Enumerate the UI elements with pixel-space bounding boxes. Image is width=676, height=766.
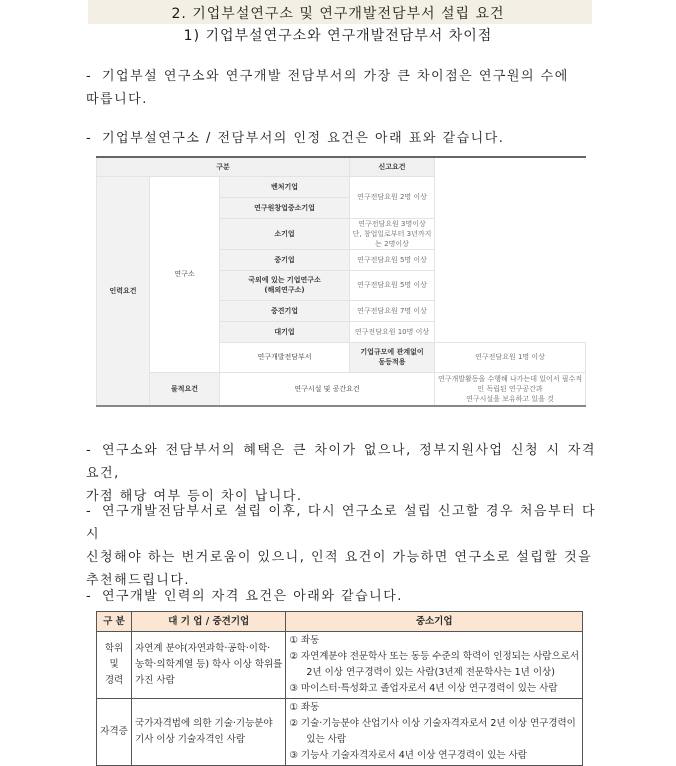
row-label-personnel: 인력요건 bbox=[97, 176, 150, 406]
section-title: 2. 기업부설연구소 및 연구개발전담부서 설립 요건 bbox=[171, 6, 505, 22]
company-type: 연구원창업중소기업 bbox=[220, 197, 350, 218]
cell-line: ② 기술·기능분야 산업기사 이상 기술자격자로서 2년 이상 연구경력이 bbox=[289, 718, 576, 729]
company-type bbox=[220, 270, 350, 300]
company-type-line: (해외연구소) bbox=[264, 286, 305, 294]
requirements-table bbox=[96, 156, 586, 407]
requirement-line: 연구개발활동을 수행해 나가는데 있어서 필수적인 독립된 연구공간과 bbox=[437, 374, 583, 393]
bullet-dash: - bbox=[86, 131, 93, 146]
label-line: 및 bbox=[109, 659, 119, 670]
requirement-value: 연구전담요원 10명 이상 bbox=[350, 321, 435, 342]
paragraph-text: 가점 해당 여부 등이 차이 납니다. bbox=[86, 489, 303, 504]
requirement-value: 연구전담요원 5명 이상 bbox=[350, 249, 435, 270]
paragraph-text: 기업부설 연구소와 연구개발 전담부서의 가장 큰 차이점은 연구원의 수에 bbox=[102, 69, 569, 84]
company-type: 대기업 bbox=[220, 321, 350, 342]
requirement-value bbox=[435, 372, 586, 406]
requirement-line: 연구시설을 보유하고 있을 것 bbox=[466, 394, 554, 403]
paragraph-text: 신청해야 하는 번거로움이 있으니, 인적 요건이 가능하면 연구소로 설립할 것을 bbox=[86, 550, 593, 565]
cell-line: ① 좌동 bbox=[289, 635, 320, 646]
company-type: 중기업 bbox=[220, 249, 350, 270]
row-label-degree bbox=[97, 632, 132, 699]
table-header-large: 대 기 업 / 중견기업 bbox=[132, 612, 286, 632]
physical-item: 연구시설 및 공간요건 bbox=[220, 372, 435, 406]
paragraph-text: 연구개발전담부서로 설립 이후, 다시 연구소로 설립 신고할 경우 처음부터 다시 bbox=[86, 504, 596, 542]
cell-line: ③ 마이스터·특성화고 졸업자로서 4년 이상 연구경력이 있는 사람 bbox=[289, 683, 558, 694]
requirement-line: 단, 창업일로부터 3년까지는 2명이상 bbox=[352, 229, 432, 248]
small-company-degree bbox=[286, 632, 583, 699]
label-line: 경력 bbox=[104, 675, 124, 686]
requirement-value: 연구전담요원 5명 이상 bbox=[350, 270, 435, 300]
table-header-category: 구분 bbox=[97, 157, 350, 176]
paragraph-text: 따릅니다. bbox=[86, 92, 148, 107]
row-label-license: 자격증 bbox=[97, 699, 132, 766]
paragraph-text: 기업부설연구소 / 전담부서의 인정 요건은 아래 표와 같습니다. bbox=[102, 131, 505, 146]
bullet-dash: - bbox=[86, 443, 93, 458]
cell-line: 기사 이상 기술자격인 사람 bbox=[135, 734, 246, 745]
requirement-value: 연구전담요원 1명 이상 bbox=[435, 342, 586, 372]
cell-line: 가진 사람 bbox=[135, 675, 175, 686]
paragraph-difference bbox=[86, 65, 596, 111]
table-header-requirement: 신고요건 bbox=[350, 157, 435, 176]
requirement-value: 연구전담요원 2명 이상 bbox=[350, 176, 435, 218]
row-label-lab: 연구소 bbox=[150, 176, 220, 372]
company-type-line: 동등적용 bbox=[378, 358, 406, 366]
cell-line: ① 좌동 bbox=[289, 702, 320, 713]
bullet-dash: - bbox=[86, 589, 93, 604]
table-header-small: 중소기업 bbox=[286, 612, 583, 632]
company-type: 벤처기업 bbox=[220, 176, 350, 197]
company-type-line: 국외에 있는 기업연구소 bbox=[248, 276, 321, 284]
company-type bbox=[350, 342, 435, 372]
company-type-line: 기업규모에 관계없이 bbox=[360, 348, 424, 356]
paragraph-qualification-intro bbox=[86, 585, 596, 608]
paragraph-text: 연구개발 인력의 자격 요건은 아래와 같습니다. bbox=[102, 589, 403, 604]
row-label-physical: 물적요건 bbox=[150, 372, 220, 406]
cell-line: 2년 이상 연구경력이 있는 사람(3년제 전문학사는 1년 이상) bbox=[306, 667, 555, 678]
requirement-line: 연구전담요원 3명이상 bbox=[358, 219, 426, 228]
cell-line: 자연계 분야(자연과학·공학·이학· bbox=[135, 643, 271, 654]
paragraph-recommendation bbox=[86, 500, 596, 592]
bullet-dash: - bbox=[86, 504, 93, 519]
cell-line: ③ 기능사 기술자격자로서 4년 이상 연구경력이 있는 사람 bbox=[289, 750, 527, 761]
cell-line: 국가자격법에 의한 기술·기능분야 bbox=[135, 718, 273, 729]
bullet-dash: - bbox=[86, 69, 93, 84]
paragraph-text: 연구소와 전담부서의 혜택은 큰 차이가 없으나, 정부지원사업 신청 시 자격 요건, bbox=[86, 443, 596, 481]
paragraph-text: 추천해드립니다. bbox=[86, 573, 191, 588]
cell-line: 농학·의학계열 등) 학사 이상 학위를 bbox=[135, 659, 283, 670]
small-company-license bbox=[286, 699, 583, 766]
large-company-degree bbox=[132, 632, 286, 699]
large-company-license bbox=[132, 699, 286, 766]
qualification-table bbox=[96, 611, 583, 766]
subsection-title: 1) 기업부설연구소와 연구개발전담부서 차이점 bbox=[183, 28, 493, 44]
row-label-dept: 연구개발전담부서 bbox=[220, 342, 350, 372]
paragraph-requirement-intro bbox=[86, 127, 596, 150]
requirement-value: 연구전담요원 7명 이상 bbox=[350, 300, 435, 321]
paragraph-benefits bbox=[86, 439, 596, 508]
cell-line: ② 자연계분야 전문학사 또는 동등 수준의 학력이 인정되는 사람으로서 bbox=[289, 651, 579, 662]
company-type: 소기업 bbox=[220, 218, 350, 249]
label-line: 학위 bbox=[104, 643, 124, 654]
table-header-category: 구 분 bbox=[97, 612, 132, 632]
requirement-value bbox=[350, 218, 435, 249]
cell-line: 있는 사람 bbox=[306, 734, 347, 745]
company-type: 중견기업 bbox=[220, 300, 350, 321]
